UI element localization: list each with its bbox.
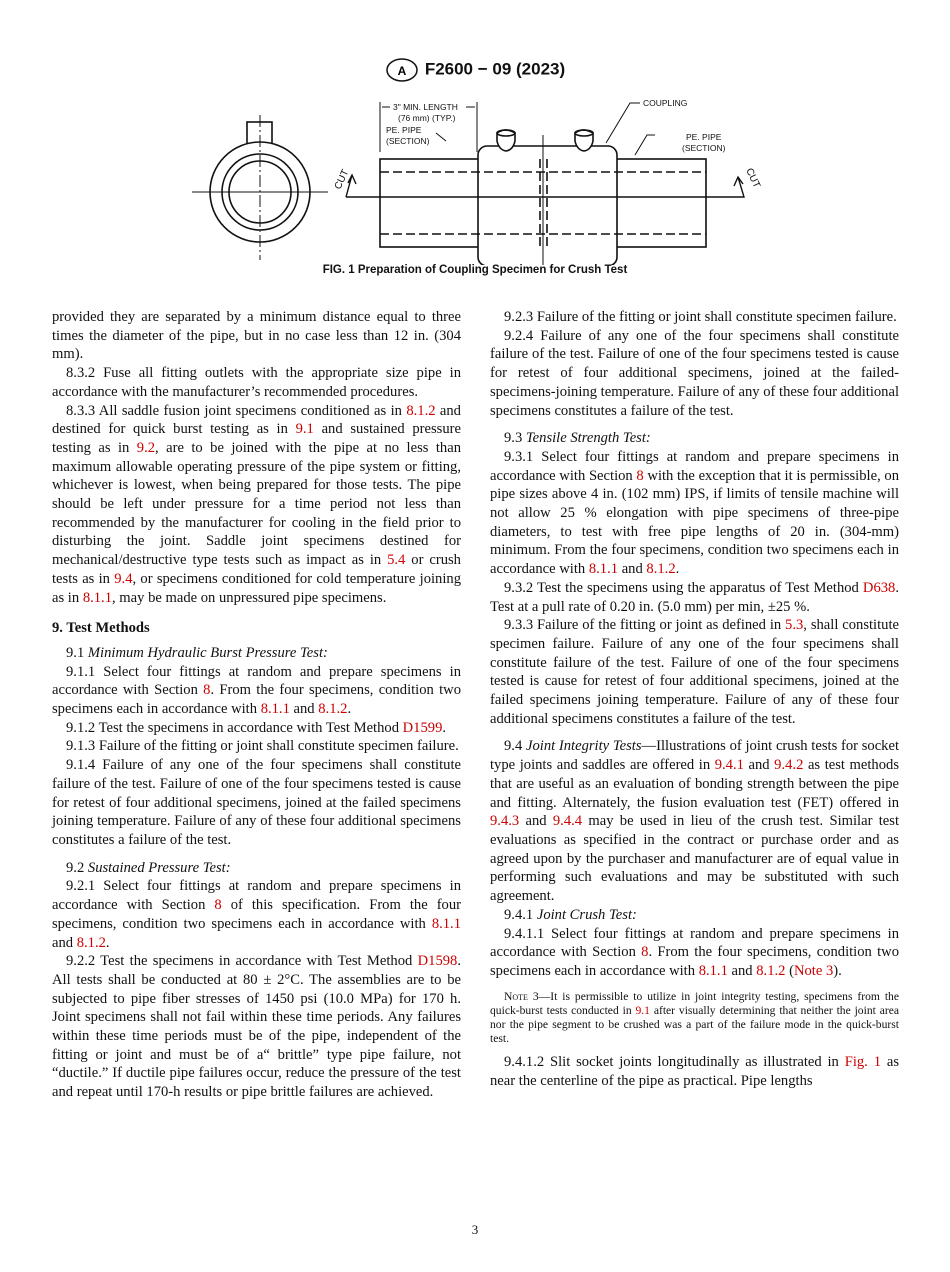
text-run: 9.4.1: [504, 906, 537, 923]
text-run: . From the four specimens, condition two specimens each in accordance with: [52, 682, 462, 718]
text-run: Tensile Strength Test:: [525, 430, 651, 447]
cross-reference-link[interactable]: 8.1.1: [260, 701, 290, 718]
end-view: [192, 115, 328, 260]
text-run: provided they are separated by a minimum distance equal to three times the diameter of the pipe, but in no case less than 12 in. (304 mm).: [52, 309, 461, 363]
text-run: 9.4.1.1 Select four fittings at random and prepare specimens in accordance with Section: [490, 925, 899, 961]
svg-text:A: A: [397, 64, 407, 78]
text-run: 3—It is permissible to utilize in joint integrity testing, specimens from the quick-burst tests conducted in: [490, 989, 899, 1017]
text-run: 9.1.4 Failure of any one of the four specimens shall constitute failure of the test. Failure of one of the four specimens tested is cause for retest of four additional specimens, joined at the failed specimens joining temperature. Failure of any of these four additional specimens constitutes a failure of the test.: [52, 757, 461, 848]
text-run: 9.2.2 Test the specimens in accordance with Test Method: [66, 953, 418, 970]
text-run: 9.2.1 Select four fittings at random and prepare specimens in accordance with Section: [52, 878, 461, 914]
note: [490, 990, 899, 1047]
text-run: , are to be joined with the pipe at no less than maximum allowable operating pressure of the pipe system or fitting, whichever is lowest, when being prepared for those tests. The pipe should be left under pressure for a time period not less than recommended by the manufacturer for cooling in the field prior to disturbing the joint. Saddle joint specimens destined for mechanical/destructive type tests such as impact as in: [52, 439, 461, 569]
text-run: may be used in lieu of the crush test. Similar test evaluations as specified in the contract or purchase order and as agreed upon by the purchaser and manufacturer are of equal value in performing such evaluations and may be substituted with such agreement.: [490, 813, 900, 905]
paragraph: [52, 644, 461, 663]
text-run: 9. Test Methods: [52, 620, 150, 637]
text-run: 8.3.3 All saddle fusion joint specimens conditioned as in: [66, 402, 407, 419]
text-run: 9.1.1 Select four fittings at random and prepare specimens in accordance with Section: [52, 663, 461, 699]
cross-reference-link[interactable]: 8: [203, 682, 211, 699]
text-run: Joint Integrity Tests: [525, 738, 642, 755]
designation: F2600 − 09 (2023): [424, 59, 566, 79]
text-run: 9.3: [504, 430, 526, 447]
text-run: with the exception that it is permissible, on pipe sizes above 4 in. (102 mm) IPS, if limits of tensile machine will not allow 25 % elongation with pipe specimens of three-pipe diameters, to test with free pipe lengths of 20 in. (304-mm) minimum. From the four specimens, condition two specimens each in accordance with: [490, 467, 900, 578]
page-header: [0, 56, 950, 84]
cross-reference-link[interactable]: 5.3: [785, 617, 804, 634]
paragraph: [52, 364, 461, 401]
paragraph: [490, 448, 899, 579]
text-run: and: [743, 757, 775, 774]
text-run: ).: [833, 962, 842, 979]
text-run: and: [727, 962, 757, 979]
text-run: 9.1.3 Failure of the fitting or joint shall constitute specimen failure.: [66, 738, 459, 755]
text-run: and: [289, 701, 319, 718]
paragraph: [52, 737, 461, 756]
text-run: 9.1.2 Test the specimens in accordance with Test Method: [66, 719, 403, 736]
cross-reference-link[interactable]: 9.1: [635, 1003, 650, 1017]
paragraph: [490, 616, 899, 728]
cross-reference-link[interactable]: 8.1.1: [431, 915, 461, 932]
text-run: 9.3.3 Failure of the fitting or joint as defined in: [504, 617, 786, 634]
paragraph: [490, 1053, 899, 1090]
cross-reference-link[interactable]: D638: [862, 579, 896, 596]
paragraph: [52, 402, 461, 608]
cross-reference-link[interactable]: 9.4.1: [714, 757, 744, 774]
left-column: [52, 308, 461, 1102]
text-run: .: [675, 561, 680, 578]
section-heading: [52, 619, 461, 638]
text-run: 9.3.2 Test the specimens using the apparatus of Test Method: [504, 579, 863, 596]
paragraph: [490, 429, 899, 448]
text-run: 9.4.1.2 Slit socket joints longitudinally as illustrated in: [504, 1054, 845, 1071]
paragraph: [52, 859, 461, 878]
paragraph: [52, 308, 461, 364]
paragraph: [52, 663, 461, 719]
min-length-label: 3" MIN. LENGTH: [393, 102, 458, 112]
paragraph: [52, 719, 461, 738]
cross-reference-link[interactable]: 8: [214, 897, 222, 914]
cross-reference-link[interactable]: 8.1.2: [318, 701, 348, 718]
text-run: after visually determining that neither the joint area nor the pipe segment to be crushed was a part of the failure mode in the quick-burst test.: [490, 1003, 899, 1046]
text-run: , or specimens conditioned for cold temperature joining as in: [52, 570, 461, 606]
cross-reference-link[interactable]: Note 3: [793, 962, 834, 979]
cut-right-label: CUT: [743, 166, 762, 190]
paragraph: [490, 308, 899, 327]
paragraph: [52, 756, 461, 850]
text-run: or crush tests as in: [52, 552, 461, 587]
cross-reference-link[interactable]: 8.1.1: [698, 962, 728, 979]
cross-reference-link[interactable]: 8.1.2: [756, 962, 786, 979]
pipe-right-section-label: (SECTION): [682, 143, 726, 153]
text-run: and: [519, 813, 553, 830]
text-run: 9.4: [504, 738, 526, 755]
text-run: as test methods that are useful as an evaluation of bonding strength between the pipe and fitting. Alternately, the fusion evaluation test (FET) offered in: [490, 757, 899, 811]
cross-reference-link[interactable]: D1598: [417, 953, 458, 970]
text-run: , may be made on unpressured pipe specimens.: [112, 589, 387, 606]
text-run: and: [52, 934, 77, 951]
cut-left-label: CUT: [332, 167, 352, 192]
cross-reference-link[interactable]: 8: [641, 944, 649, 961]
cross-reference-link[interactable]: D1599: [402, 719, 443, 736]
text-run: as near the centerline of the pipe as practical. Pipe lengths: [490, 1054, 900, 1090]
text-run: , shall constitute specimen failure. Failure of any one of the four specimens shall constitute failure of the test. Failure of one of the four specimens tested is cause for retest of four additional specimens, joined at the failed specimens joining temperature. Failure of any of these four additional specimens constitutes a failure of the test.: [490, 617, 899, 727]
cross-reference-link[interactable]: 9.2: [136, 439, 156, 456]
cross-reference-link[interactable]: Fig. 1: [844, 1054, 881, 1071]
page-number: 3: [471, 1222, 479, 1237]
text-run: 8.3.2 Fuse all fitting outlets with the appropriate size pipe in accordance with the manufacturer’s recommended procedures.: [52, 365, 461, 400]
text-run: . All tests shall be conducted at 80 ± 2°C. The assemblies are to be subjected to pipe fiber stresses of 1450 psi (10.0 MPa) for 170 h. Joint specimens shall not fail within these time periods. Any failures within these time periods must be of the pipe, independent of the fitting or joint and must be of a“ brittle” type pipe failure, not “ductile.” If ductile pipe failures occur, reduce the pressure of the test and repeat until 170-h results or pipe brittle failures are achieved.: [52, 953, 461, 1101]
text-run: 9.3.1 Select four fittings at random and prepare specimens in accordance with Section: [490, 448, 899, 484]
cross-reference-link[interactable]: 8.1.1: [82, 589, 112, 606]
paragraph: [490, 737, 899, 905]
paragraph: [490, 906, 899, 925]
text-run: of this specification. From the four specimens, condition two specimens each in accordance with: [52, 897, 462, 932]
cross-reference-link[interactable]: 8.1.2: [406, 402, 436, 419]
text-run: 9.2.4 Failure of any one of the four specimens shall constitute failure of the test. Failure of one of the four specimens tested is cause for retest of four additional specimens, joined at the failed-specimens-joining temperature. Failure of any of these four additional specimens constitutes a failure of the test.: [490, 327, 899, 419]
cross-reference-link[interactable]: 8: [636, 467, 644, 484]
text-run: .: [442, 719, 447, 736]
pipe-right-label: PE. PIPE: [686, 132, 722, 142]
paragraph: [490, 579, 899, 616]
cross-reference-link[interactable]: 9.4.2: [774, 757, 804, 774]
cross-reference-link[interactable]: 9.4: [114, 570, 133, 587]
text-run: .: [105, 934, 110, 951]
cross-reference-link[interactable]: 8.1.2: [76, 934, 106, 951]
text-run: Joint Crush Test:: [536, 906, 637, 923]
min-length-mm-label: (76 mm) (TYP.): [398, 113, 456, 123]
coupling-label: COUPLING: [643, 98, 688, 108]
text-run: .: [347, 701, 352, 718]
paragraph: [52, 952, 461, 1102]
paragraph: [52, 877, 461, 952]
text-run: 9.2.3 Failure of the fitting or joint shall constitute specimen failure.: [504, 309, 897, 325]
text-run: . From the four specimens, condition two specimens each in accordance with: [490, 944, 900, 979]
astm-logo-icon: [385, 56, 419, 84]
text-run: (: [785, 962, 794, 979]
right-column: [490, 308, 899, 1091]
text-run: Sustained Pressure Test:: [87, 859, 231, 876]
text-run: 9.1: [66, 644, 88, 661]
cross-reference-link[interactable]: 9.1: [295, 421, 314, 438]
figure-1-diagram: [190, 95, 770, 265]
text-run: . Test at a pull rate of 0.20 in. (5.0 mm) per min, ±25 %.: [490, 579, 899, 615]
text-run: and destined for quick burst testing as in: [52, 402, 461, 438]
cross-reference-link[interactable]: 9.4.3: [490, 813, 520, 830]
text-run: and: [618, 561, 647, 578]
cross-reference-link[interactable]: 9.4.4: [552, 813, 583, 830]
text-run: —Illustrations of joint crush tests for socket type joints and saddles are offered in: [490, 738, 899, 774]
paragraph: [490, 327, 899, 421]
cross-reference-link[interactable]: 5.4: [387, 552, 406, 569]
text-run: and sustained pressure testing as in: [52, 421, 461, 456]
paragraph: [490, 925, 899, 981]
pipe-left-section-label: (SECTION): [386, 136, 430, 146]
pipe-left-label: PE. PIPE: [386, 125, 422, 135]
text-run: Note: [504, 989, 528, 1003]
text-run: Minimum Hydraulic Burst Pressure Test:: [87, 644, 328, 661]
figure-caption: FIG. 1 Preparation of Coupling Specimen for Crush Test: [322, 264, 628, 276]
cross-reference-link[interactable]: 8.1.2: [646, 561, 676, 578]
text-run: 9.2: [66, 859, 88, 876]
cross-reference-link[interactable]: 8.1.1: [588, 561, 619, 578]
